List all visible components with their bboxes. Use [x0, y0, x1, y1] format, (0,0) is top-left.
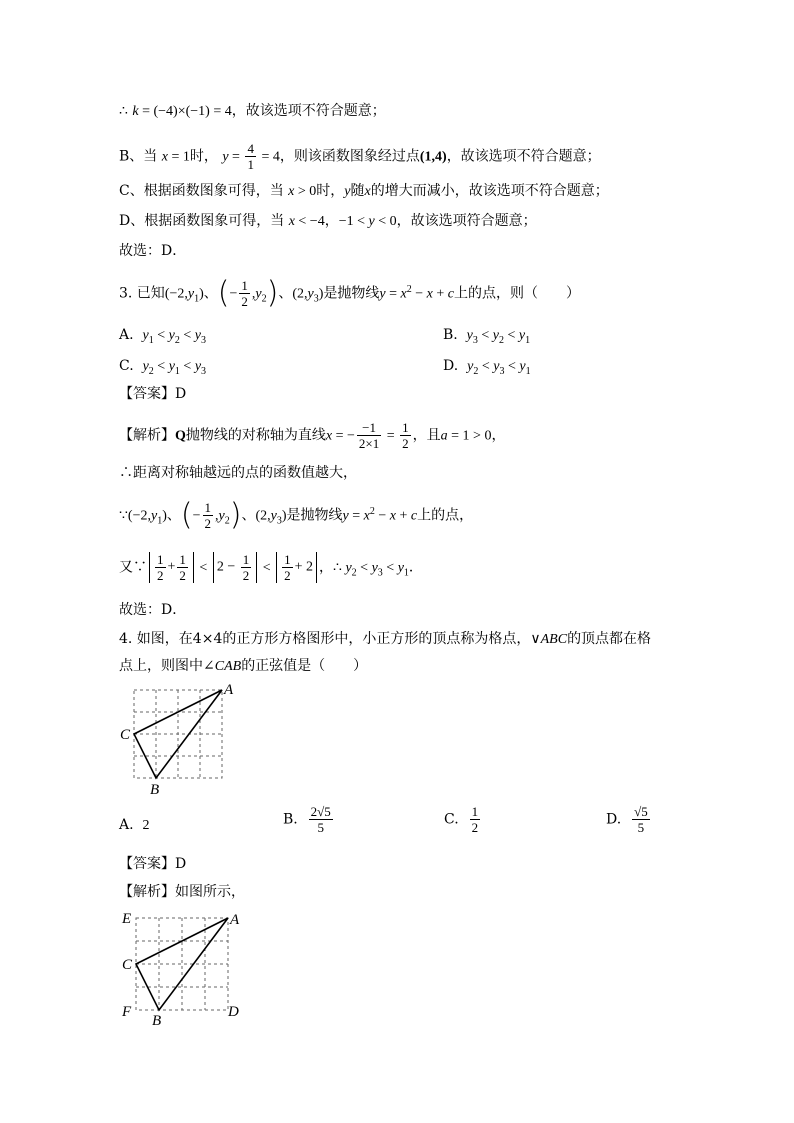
q3-stem: 3. 已知$(-2,y_1)$、(− $\frac{1}{2}$ $,y_2$)、$(2,y_3)$是抛物线$y = x^2 - x + c$上的点，则（ ）: [119, 275, 580, 311]
q3-answer: 【答案】D: [119, 386, 187, 402]
q2-option-c-line: C、根据函数图象可得，当 x > 0时，y随x的增大而减小，故该选项不符合题意；: [119, 183, 609, 199]
q4-analysis: 【解析】如图所示，: [119, 884, 245, 900]
fig2-label-d: D: [228, 1004, 239, 1020]
q3-option-a: A. $y_1 < y_2 < y_3$: [119, 327, 206, 346]
q4-answer: 【答案】D: [119, 856, 187, 872]
q3-analysis-line4: 又∵ $\frac{1}{2}$ + $\frac{1}{2}$ < 2 − $\frac{1}{2}$ < $\frac{1}{2}$ + 2 ，∴ $y_2 < y_3 < y_1$．: [119, 552, 423, 583]
q2-conclusion: 故选：D．: [119, 243, 187, 259]
q4-stem-line2: 点上，则图中∠CAB的正弦值是（ ）: [119, 658, 368, 674]
q3-option-d: D. $y_2 < y_3 < y_1$: [443, 358, 531, 377]
q3-analysis-line2: ∴距离对称轴越远的点的函数值越大，: [119, 465, 357, 481]
fig1-label-b: B: [150, 782, 160, 798]
q4-figure-1: [110, 680, 270, 800]
fig1-label-c: C: [120, 727, 131, 743]
fig2-label-b: B: [152, 1013, 162, 1029]
q4-option-c: C. $\frac{1}{2}$: [444, 804, 479, 835]
fig2-label-a: A: [230, 912, 240, 928]
fig1-label-a: A: [224, 682, 234, 698]
fig2-label-f: F: [122, 1004, 132, 1020]
q3-option-c: C. $y_2 < y_1 < y_3$: [119, 358, 207, 377]
fig2-label-e: E: [122, 911, 132, 927]
q4-option-d: D. $\frac{√5}{5}$: [606, 804, 648, 835]
q4-option-a: A. 2: [119, 817, 150, 833]
q4-option-b: B. $\frac{2√5}{5}$: [283, 804, 331, 835]
q3-analysis-line1: 【解析】Q抛物线的对称轴为直线x = − $\frac{-1}{2\times 1}$ = $\frac{1}{2}$ ，且a = 1 > 0，: [119, 420, 506, 451]
q2-option-b-line: B、当 x = 1时， y = $\frac{4}{1}$ = 4，则该函数图象经过点(1,4)，故该选项不符合题意；: [119, 141, 601, 172]
q4-stem-line1: 4. 如图，在4×4的正方形方格图形中，小正方形的顶点称为格点，∨ABC的顶点都在格: [119, 631, 652, 647]
fig2-label-c: C: [122, 957, 133, 973]
q2-k-line: ∴ k = (−4)×(−1) = 4，故该选项不符合题意；: [119, 103, 386, 119]
q4-figure-2: [110, 902, 270, 1032]
q3-option-b: B. $y_3 < y_2 < y_1$: [443, 327, 531, 346]
q3-analysis-line3: $\because(-2,y_1)$、(− $\frac{1}{2}$ $,y_2$)、$(2,y_3)$是抛物线$y = x^2 - x + c$上的点，: [119, 497, 474, 533]
q2-option-d-line: D、根据函数图象可得，当 x < −4，−1 < y < 0，故该选项符合题意；: [119, 213, 537, 229]
q3-conclusion: 故选：D．: [119, 602, 187, 618]
